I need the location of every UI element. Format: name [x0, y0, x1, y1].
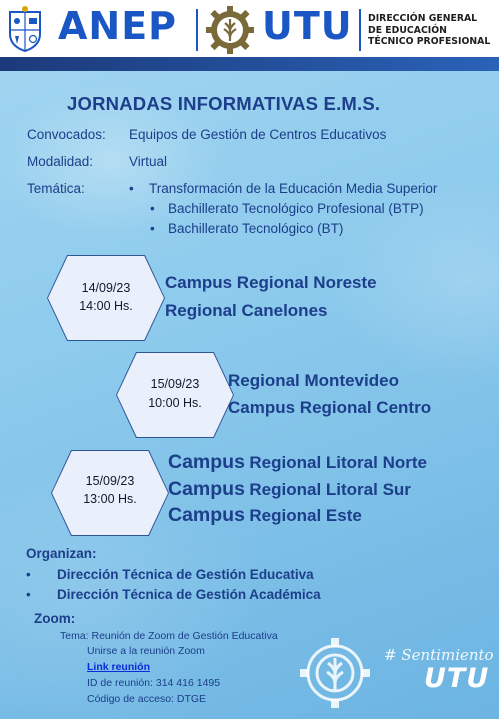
modalidad-value: Virtual — [129, 154, 168, 169]
session-hexagon — [48, 256, 164, 340]
tematica-label: Temática: — [27, 181, 85, 196]
tematica-main: Transformación de la Educación Media Superior — [149, 181, 438, 196]
campus-word: Campus — [168, 478, 245, 500]
bullet-icon: • — [26, 567, 31, 582]
session-location — [168, 478, 411, 501]
session-date: 15/09/23 — [150, 377, 200, 391]
session-location — [168, 504, 362, 527]
utu-brand: UTU — [262, 4, 353, 48]
direccion-line: DE EDUCACIÓN — [368, 24, 447, 36]
tematica-sub-item: Bachillerato Tecnológico (BT) — [168, 221, 344, 236]
bullet-icon: • — [150, 201, 155, 216]
campus-word: Campus — [168, 451, 245, 473]
page-title: JORNADAS INFORMATIVAS E.M.S. — [67, 93, 381, 114]
session-date: 14/09/23 — [81, 281, 131, 295]
regional-name: Regional Este — [249, 506, 362, 525]
convocados-value: Equipos de Gestión de Centros Educativos — [129, 127, 387, 142]
zoom-label: Zoom: — [34, 611, 76, 626]
zoom-meeting-id: ID de reunión: 314 416 1495 — [87, 677, 221, 689]
direccion-line: TÉCNICO PROFESIONAL — [368, 36, 491, 47]
zoom-tema: Tema: Reunión de Zoom de Gestión Educativa — [60, 630, 278, 642]
organizer-item: Dirección Técnica de Gestión Educativa — [57, 567, 314, 582]
direccion-line: DIRECCIÓN GENERAL — [368, 13, 478, 24]
organizan-label: Organizan: — [26, 546, 97, 561]
header-bar — [0, 57, 499, 71]
anep-brand: ANEP — [58, 4, 178, 48]
session-location: Regional Canelones — [165, 301, 328, 320]
zoom-unirse: Unirse a la reunión Zoom — [87, 645, 205, 657]
watermark-slogan: # Sentimiento — [384, 646, 494, 664]
watermark-utu: UTU — [424, 663, 490, 694]
session-time: 13:00 Hs. — [83, 492, 137, 506]
zoom-access-code: Código de acceso: DTGE — [87, 693, 207, 705]
bullet-icon: • — [150, 221, 155, 236]
bullet-icon: • — [26, 587, 31, 602]
utu-gear-logo-icon — [205, 5, 255, 55]
utu-gear-watermark-icon — [296, 632, 374, 714]
zoom-link[interactable]: Link reunión — [87, 661, 150, 673]
session-time: 14:00 Hs. — [79, 299, 133, 313]
session-location — [168, 451, 427, 474]
convocados-label: Convocados: — [27, 127, 106, 142]
modalidad-label: Modalidad: — [27, 154, 94, 169]
organizer-item: Dirección Técnica de Gestión Académica — [57, 587, 321, 602]
tematica-sub-item: Bachillerato Tecnológico Profesional (BTP) — [168, 201, 424, 216]
header — [0, 0, 499, 60]
session-date: 15/09/23 — [85, 474, 135, 488]
regional-name: Regional Litoral Sur — [249, 480, 411, 499]
session-hexagon — [117, 353, 233, 437]
bullet-icon: • — [129, 181, 134, 196]
header-divider — [196, 9, 198, 51]
session-location: Regional Montevideo — [228, 371, 399, 390]
session-location: Campus Regional Centro — [228, 398, 432, 417]
regional-name: Regional Litoral Norte — [249, 453, 427, 472]
header-divider — [359, 9, 361, 51]
direccion-general-block — [368, 13, 490, 48]
session-time: 10:00 Hs. — [148, 396, 202, 410]
session-location: Campus Regional Noreste — [165, 273, 377, 292]
uruguay-shield-icon — [6, 6, 44, 52]
campus-word: Campus — [168, 504, 245, 526]
flyer-panel — [0, 71, 499, 719]
